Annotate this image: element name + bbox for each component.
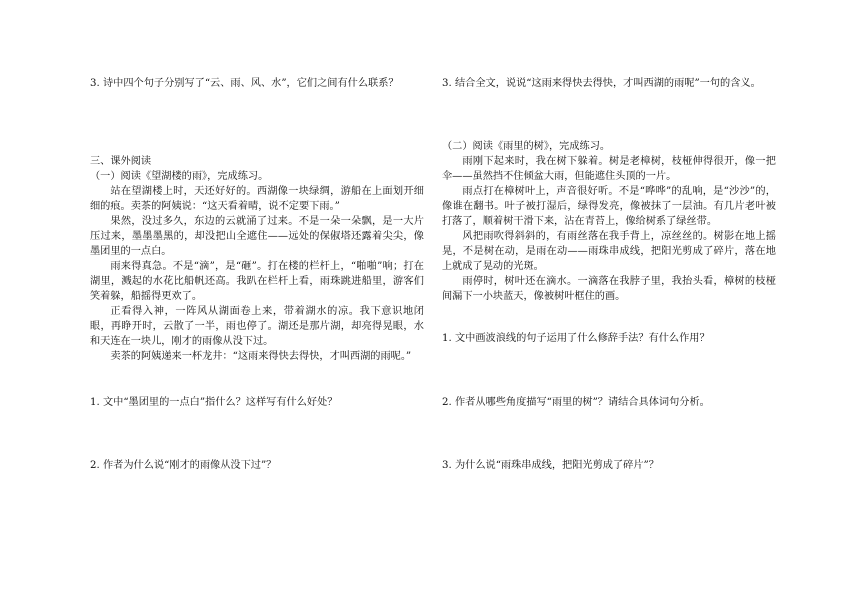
passage1-heading: （一）阅读《望湖楼的雨》，完成练习。 [90,171,269,182]
right-question-1: 1. 文中画波浪线的句子运用了什么修辞手法？有什么作用？ [442,333,710,344]
passage1-paragraph: 正看得入神，一阵风从湖面卷上来，带着湖水的凉。我下意识地闭眼，再睁开时，云散了一半，雨也停了。湖还是那片湖，却亮得晃眼，水和天连在一块儿，刚才的雨像从没下过。 [90,306,424,347]
passage2-heading: （二）阅读《雨里的树》，完成练习。 [442,141,611,152]
passage2-paragraph: 雨刚下起来时，我在树下躲着。树是老樟树，枝桠伸得很开，像一把伞——虽然挡不住倾盆大雨，但能遮住头顶的一片。 [442,156,776,182]
left-question-3-poem: 3. 诗中四个句子分别写了“云、雨、风、水”，它们之间有什么联系？ [90,78,399,89]
right-question-3: 3. 为什么说“雨珠串成线，把阳光剪成了碎片”？ [442,460,659,471]
passage2-body [442,154,776,304]
passage1-body [90,184,424,364]
passage2-paragraph: 风把雨吹得斜斜的，有雨丝落在我手背上，凉丝丝的。树影在地上摇晃，不是树在动，是雨在动——雨珠串成线，把阳光剪成了碎片，落在地上就成了晃动的光斑。 [442,231,776,272]
left-question-1: 1. 文中“墨团里的一点白”指什么？这样写有什么好处？ [90,397,338,408]
passage1-paragraph: 卖茶的阿姨递来一杯龙井：“这雨来得快去得快，才叫西湖的雨呢。” [110,351,412,362]
left-question-2: 2. 作者为什么说“刚才的雨像从没下过”？ [90,460,277,471]
section-title: 三、课外阅读 [90,156,152,167]
passage1-paragraph: 站在望湖楼上时，天还好好的。西湖像一块绿绸，游船在上面划开细细的痕。卖茶的阿姨说：“这天看着晴，说不定要下雨。” [90,186,424,212]
right-question-2: 2. 作者从哪些角度描写“雨里的树”？请结合具体词句分析。 [442,397,710,408]
passage2-paragraph: 雨停时，树叶还在滴水。一滴落在我脖子里，我抬头看，樟树的枝桠间漏下一小块蓝天，像被树叶框住的画。 [442,276,776,302]
right-question-3-top: 3. 结合全文，说说“这雨来得快去得快，才叫西湖的雨呢”一句的含义。 [442,78,761,89]
passage1-paragraph: 雨来得真急。不是“滴”，是“砸”。打在楼的栏杆上，“啪啪”响；打在湖里，溅起的水花比船帆还高。我趴在栏杆上看，雨珠跳进船里，游客们笑着躲，船摇得更欢了。 [90,261,424,302]
passage2-paragraph: 雨点打在樟树叶上，声音很好听。不是“哗哗”的乱响，是“沙沙”的，像谁在翻书。叶子被打湿后，绿得发亮，像被抹了一层油。有几片老叶被打落了，顺着树干滑下来，沾在青苔上，像给树系了绿丝带。 [442,186,776,227]
passage1-paragraph: 果然，没过多久，东边的云就涌了过来。不是一朵一朵飘，是一大片压过来，墨墨墨黑的，却没把山全遮住——远处的保俶塔还露着尖尖，像墨团里的一点白。 [90,216,424,257]
